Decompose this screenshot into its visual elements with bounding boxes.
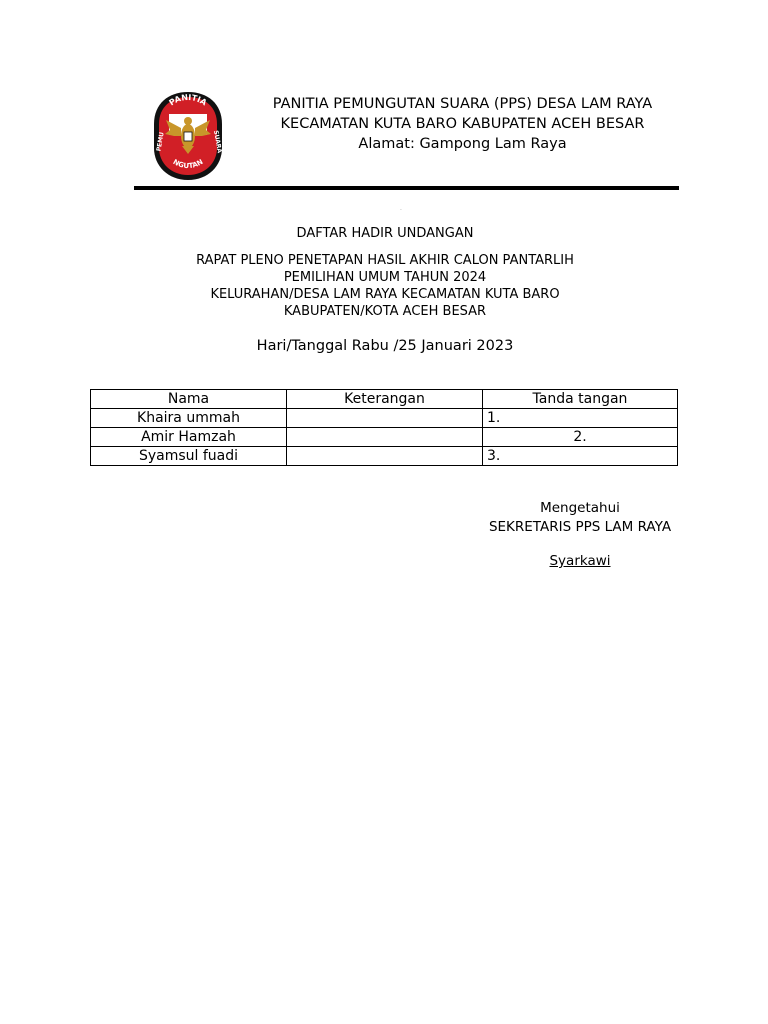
letterhead-line-1: PANITIA PEMUNGUTAN SUARA (PPS) DESA LAM RAYA xyxy=(272,96,653,112)
garuda-emblem-icon xyxy=(150,90,226,182)
header-nama: Nama xyxy=(91,390,287,409)
meeting-date: Hari/Tanggal Rabu /25 Januari 2023 xyxy=(256,338,514,354)
cell-nama: Syamsul fuadi xyxy=(91,447,287,466)
table-header-row xyxy=(91,390,678,409)
table-row xyxy=(91,428,678,447)
cell-tanda-tangan: 3. xyxy=(483,447,678,466)
svg-text:PANITIA: PANITIA xyxy=(167,92,209,108)
signature-position: SEKRETARIS PPS LAM RAYA xyxy=(488,519,672,535)
subtitle-line-3: KELURAHAN/DESA LAM RAYA KECAMATAN KUTA BARO xyxy=(210,287,560,302)
letterhead-line-2: KECAMATAN KUTA BARO KABUPATEN ACEH BESAR xyxy=(280,116,645,132)
table-row xyxy=(91,447,678,466)
svg-text:SUARA: SUARA xyxy=(212,129,223,154)
cell-keterangan xyxy=(287,447,483,466)
table-row xyxy=(91,409,678,428)
cell-nama: Amir Hamzah xyxy=(91,428,287,447)
document-title: DAFTAR HADIR UNDANGAN xyxy=(296,226,474,241)
cell-keterangan xyxy=(287,409,483,428)
stray-mark: . xyxy=(400,205,402,212)
header-keterangan: Keterangan xyxy=(287,390,483,409)
subtitle-line-1: RAPAT PLENO PENETAPAN HASIL AKHIR CALON PANTARLIH xyxy=(196,253,574,268)
letterhead xyxy=(240,94,685,154)
cell-tanda-tangan: 2. xyxy=(483,428,678,447)
cell-nama: Khaira ummah xyxy=(91,409,287,428)
subtitle-line-4: KABUPATEN/KOTA ACEH BESAR xyxy=(283,304,487,319)
header-tanda-tangan: Tanda tangan xyxy=(483,390,678,409)
svg-text:PEMU: PEMU xyxy=(155,131,166,152)
subtitle-line-2: PEMILIHAN UMUM TAHUN 2024 xyxy=(283,270,487,285)
letterhead-divider xyxy=(134,186,679,190)
attendance-table xyxy=(90,389,678,466)
svg-text:NGUTAN: NGUTAN xyxy=(171,157,205,171)
cell-keterangan xyxy=(287,428,483,447)
document-subtitle xyxy=(150,252,620,320)
letterhead-address: Alamat: Gampong Lam Raya xyxy=(358,136,567,152)
signature-name: Syarkawi xyxy=(549,553,611,569)
signature-label: Mengetahui xyxy=(540,500,620,516)
cell-tanda-tangan: 1. xyxy=(483,409,678,428)
kpu-logo xyxy=(150,90,226,182)
